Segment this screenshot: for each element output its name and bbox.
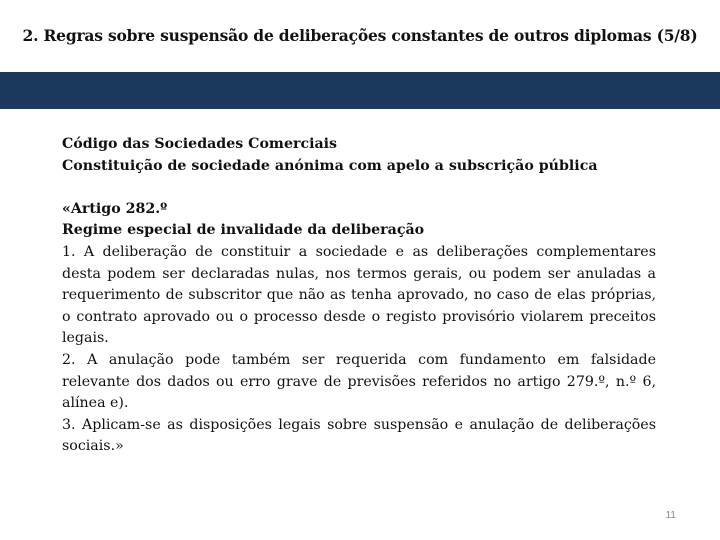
slide-title: 2. Regras sobre suspensão de deliberações constantes de outros diplomas (5/8) [22,26,698,45]
slide-body [62,134,656,458]
page-number: 11 [665,510,676,521]
code-name: Código das Sociedades Comerciais [62,136,338,152]
spacer [62,177,656,199]
subject-line: Constituição de sociedade anónima com apelo a subscrição pública [62,157,598,174]
article-paragraph-3: 3. Aplicam-se as disposições legais sobre suspensão e anulação de deliberações sociais.» [62,416,656,455]
article-number: «Artigo 282.º [62,200,168,217]
article-paragraph-2: 2. A anulação pode também ser requerida com fundamento em falsidade relevante dos dados ou erro grave de previsões referidos no artigo 279.º, n.º 6, alínea e). [62,351,656,412]
header-band [0,72,720,109]
article-title: Regime especial de invalidade da deliberação [62,222,425,239]
article-paragraph-1: 1. A deliberação de constituir a sociedade e as deliberações complementares desta podem ser declaradas nulas, nos termos gerais, ou podem ser anuladas a requerimento de subscritor que não as tenha aprovado, no caso de elas próprias, o contrato aprovado ou o processo desde o registo provisório violarem preceitos legais. [62,243,656,347]
